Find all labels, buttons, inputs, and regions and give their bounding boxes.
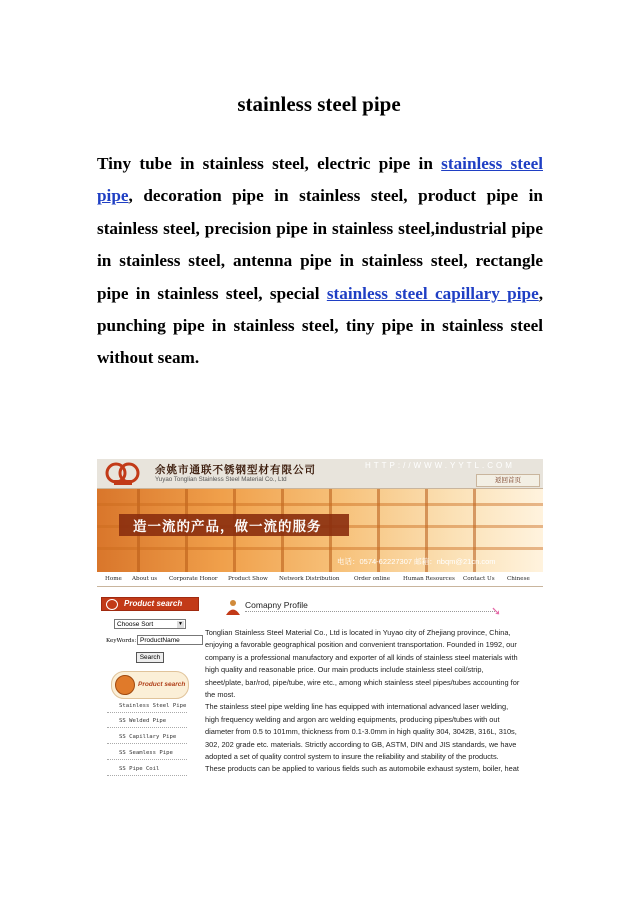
profile-person-icon bbox=[224, 599, 242, 615]
banner-contact: 电话：0574-62227307 邮箱：nbqm@21cn.com bbox=[337, 557, 496, 566]
badge-circle-icon bbox=[115, 675, 135, 695]
product-search-header bbox=[101, 597, 199, 611]
intro-text-2: , decoration pipe in stainless steel, product pipe in stainless steel, precision pipe in stainless steel,industrial pipe in stainless steel, antenna pipe in stainless steel, rectangle pipe in stainless steel, special bbox=[97, 186, 543, 303]
nav-home[interactable]: Home bbox=[105, 576, 122, 582]
category-item[interactable]: SS Capillary Pipe bbox=[107, 730, 187, 744]
company-name-cn: 余姚市通联不锈钢型材有限公司 bbox=[155, 464, 316, 476]
chevron-down-icon: ▼ bbox=[178, 621, 183, 627]
nav-honor[interactable]: Corporate Honor bbox=[169, 576, 218, 582]
category-item[interactable]: Stainless Steel Pipe bbox=[107, 699, 187, 713]
profile-line: Tonglian Stainless Steel Material Co., Ltd is located in Yuyao city of Zhejiang province, China, bbox=[205, 628, 511, 637]
nav-network[interactable]: Network Distribution bbox=[279, 576, 340, 582]
profile-line: 302, 202 grade etc. materials. Strictly according to GB, ASTM, DIN and JIS standards, we have bbox=[205, 739, 517, 749]
profile-line: enjoying a favorable geographical position and convenient transportation. Founded in 1992, our bbox=[205, 640, 517, 650]
category-select-value: Choose Sort bbox=[117, 621, 154, 628]
site-nav bbox=[97, 573, 543, 587]
nav-contact[interactable]: Contact Us bbox=[463, 576, 495, 582]
category-item[interactable]: SS Pipe Coil bbox=[107, 762, 187, 776]
product-search-badge bbox=[111, 671, 189, 699]
product-search-badge-label: Product search bbox=[138, 681, 186, 688]
home-button[interactable]: 返回首页 bbox=[476, 474, 540, 487]
profile-line: These products can be applied to various fields such as automobile exhaust system, boiler, heat bbox=[205, 764, 519, 774]
category-item[interactable]: SS Seamless Pipe bbox=[107, 746, 187, 760]
ring-icon bbox=[106, 599, 118, 610]
profile-body bbox=[205, 627, 537, 776]
profile-divider bbox=[245, 611, 497, 612]
site-url: HTTP://WWW.YYTL.COM bbox=[365, 461, 515, 470]
profile-title: Comapny Profile bbox=[245, 600, 308, 610]
website-screenshot bbox=[97, 459, 543, 783]
keywords-label: KeyWords: bbox=[106, 638, 137, 644]
nav-order[interactable]: Order online bbox=[354, 576, 391, 582]
document-title: stainless steel pipe bbox=[237, 92, 401, 116]
nav-hr[interactable]: Human Resources bbox=[403, 576, 455, 582]
profile-line: high quality and reasonable price. Our main products include stainless steel coil/strip, bbox=[205, 665, 484, 675]
banner-slogan: 造一流的产品，做一流的服务 bbox=[133, 519, 322, 535]
profile-line: high frequency welding and argon arc welding equipments, producing pipes/tubes with out bbox=[205, 714, 500, 724]
product-search-header-label: Product search bbox=[124, 599, 183, 608]
nav-about[interactable]: About us bbox=[132, 576, 158, 582]
nav-chinese[interactable]: Chinese bbox=[507, 576, 530, 582]
nav-products[interactable]: Product Show bbox=[228, 576, 268, 582]
keywords-input[interactable]: ProductName bbox=[137, 635, 203, 645]
profile-line: the most. bbox=[205, 690, 236, 700]
company-logo-icon bbox=[105, 460, 141, 487]
profile-line: sheet/plate, bar/rod, pipe/tube, wire etc., among which stainless steel pipes/tubes accounting for bbox=[205, 677, 520, 687]
search-button[interactable]: Search bbox=[136, 652, 164, 663]
profile-line: diameter from 0.5 to 101mm, thickness from 0.1-3.0mm in high quality 304, 3042B, 316L, 310s, bbox=[205, 727, 517, 737]
capillary-pipe-link[interactable]: stainless steel capillary pipe bbox=[326, 283, 539, 303]
stainless-steel-pipe-link[interactable]: stainless steel pipe bbox=[97, 154, 543, 206]
profile-line: The stainless steel pipe welding line has equipped with international advanced laser welding, bbox=[205, 702, 509, 712]
arrow-icon: ➘ bbox=[491, 604, 502, 618]
site-banner bbox=[97, 489, 543, 572]
profile-line: adopted a set of quality control system to insure the reliability and stability of the products. bbox=[205, 752, 499, 762]
intro-text-1: Tiny tube in stainless steel, electric pipe in bbox=[97, 154, 442, 173]
profile-line: company is a professional manufactory and exporter of all kinds of stainless steel materials with bbox=[205, 652, 518, 662]
company-name-en: Yuyao Tonglian Stainless Steel Material Co., Ltd bbox=[155, 476, 287, 483]
category-item[interactable]: SS Welded Pipe bbox=[107, 714, 187, 728]
category-select[interactable] bbox=[114, 619, 186, 629]
site-header bbox=[97, 459, 543, 489]
intro-paragraph bbox=[97, 148, 543, 375]
intro-text-3: , punching pipe in stainless steel, tiny pipe in stainless steel without seam. bbox=[97, 283, 544, 368]
